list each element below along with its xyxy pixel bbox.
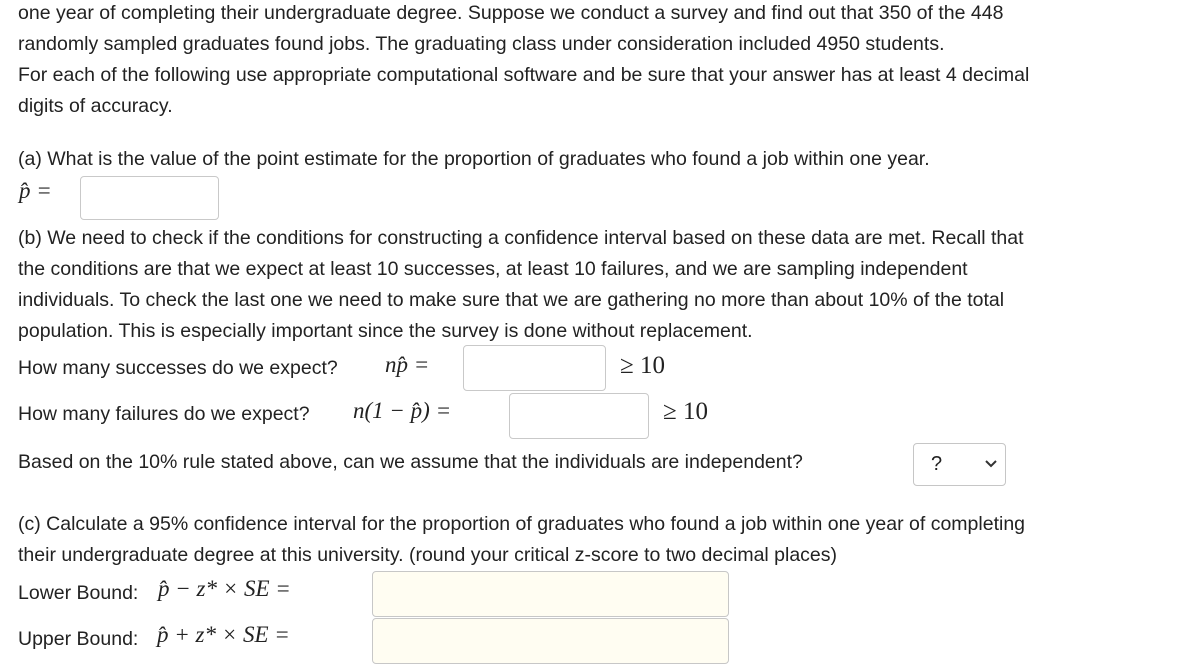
intro-line-3: For each of the following use appropriate computational software and be sure that your answer has at least 4 decimal [18, 64, 1030, 86]
p-hat-input[interactable] [80, 176, 219, 220]
independence-selected-value: ? [931, 453, 943, 475]
upper-bound-input[interactable] [372, 618, 729, 664]
failures-threshold: ≥ 10 [663, 398, 708, 425]
intro-line-2: randomly sampled graduates found jobs. The graduating class under consideration included 4950 students. [18, 33, 945, 55]
lower-bound-input[interactable] [372, 571, 729, 617]
part-a-question: (a) What is the value of the point estimate for the proportion of graduates who found a job within one year. [18, 148, 930, 170]
successes-threshold: ≥ 10 [620, 352, 665, 379]
part-b-line-2: the conditions are that we expect at least 10 successes, at least 10 failures, and we are sampling independent [18, 258, 968, 280]
p-hat-equals: p̂ = [19, 178, 52, 203]
part-b-line-1: (b) We need to check if the conditions for constructing a confidence interval based on these data are met. Recall that [18, 227, 1024, 249]
lower-bound-label: Lower Bound: [18, 582, 139, 604]
chevron-down-icon [985, 460, 997, 468]
upper-bound-label: Upper Bound: [18, 628, 139, 650]
intro-line-1: one year of completing their undergraduate degree. Suppose we conduct a survey and find out that 350 of the 448 [18, 2, 1004, 24]
failures-input[interactable] [509, 393, 649, 439]
intro-line-4: digits of accuracy. [18, 95, 173, 117]
independence-select[interactable] [913, 443, 1006, 486]
part-c-line-1: (c) Calculate a 95% confidence interval for the proportion of graduates who found a job within one year of completing [18, 513, 1026, 535]
part-b-line-3: individuals. To check the last one we need to make sure that we are gathering no more than about 10% of the total [18, 289, 1005, 311]
independence-label: Based on the 10% rule stated above, can we assume that the individuals are independent? [18, 451, 803, 473]
part-b-line-4: population. This is especially important since the survey is done without replacement. [18, 320, 753, 342]
lower-bound-math: p̂ − z* × SE = [158, 576, 291, 601]
part-c-line-2: their undergraduate degree at this university. (round your critical z-score to two decimal places) [18, 544, 838, 566]
successes-input[interactable] [463, 345, 606, 391]
successes-math: np̂ = [385, 352, 430, 377]
failures-label: How many failures do we expect? [18, 403, 310, 425]
failures-math: n(1 − p̂) = [353, 398, 452, 423]
successes-label: How many successes do we expect? [18, 357, 338, 379]
upper-bound-math: p̂ + z* × SE = [157, 622, 290, 647]
